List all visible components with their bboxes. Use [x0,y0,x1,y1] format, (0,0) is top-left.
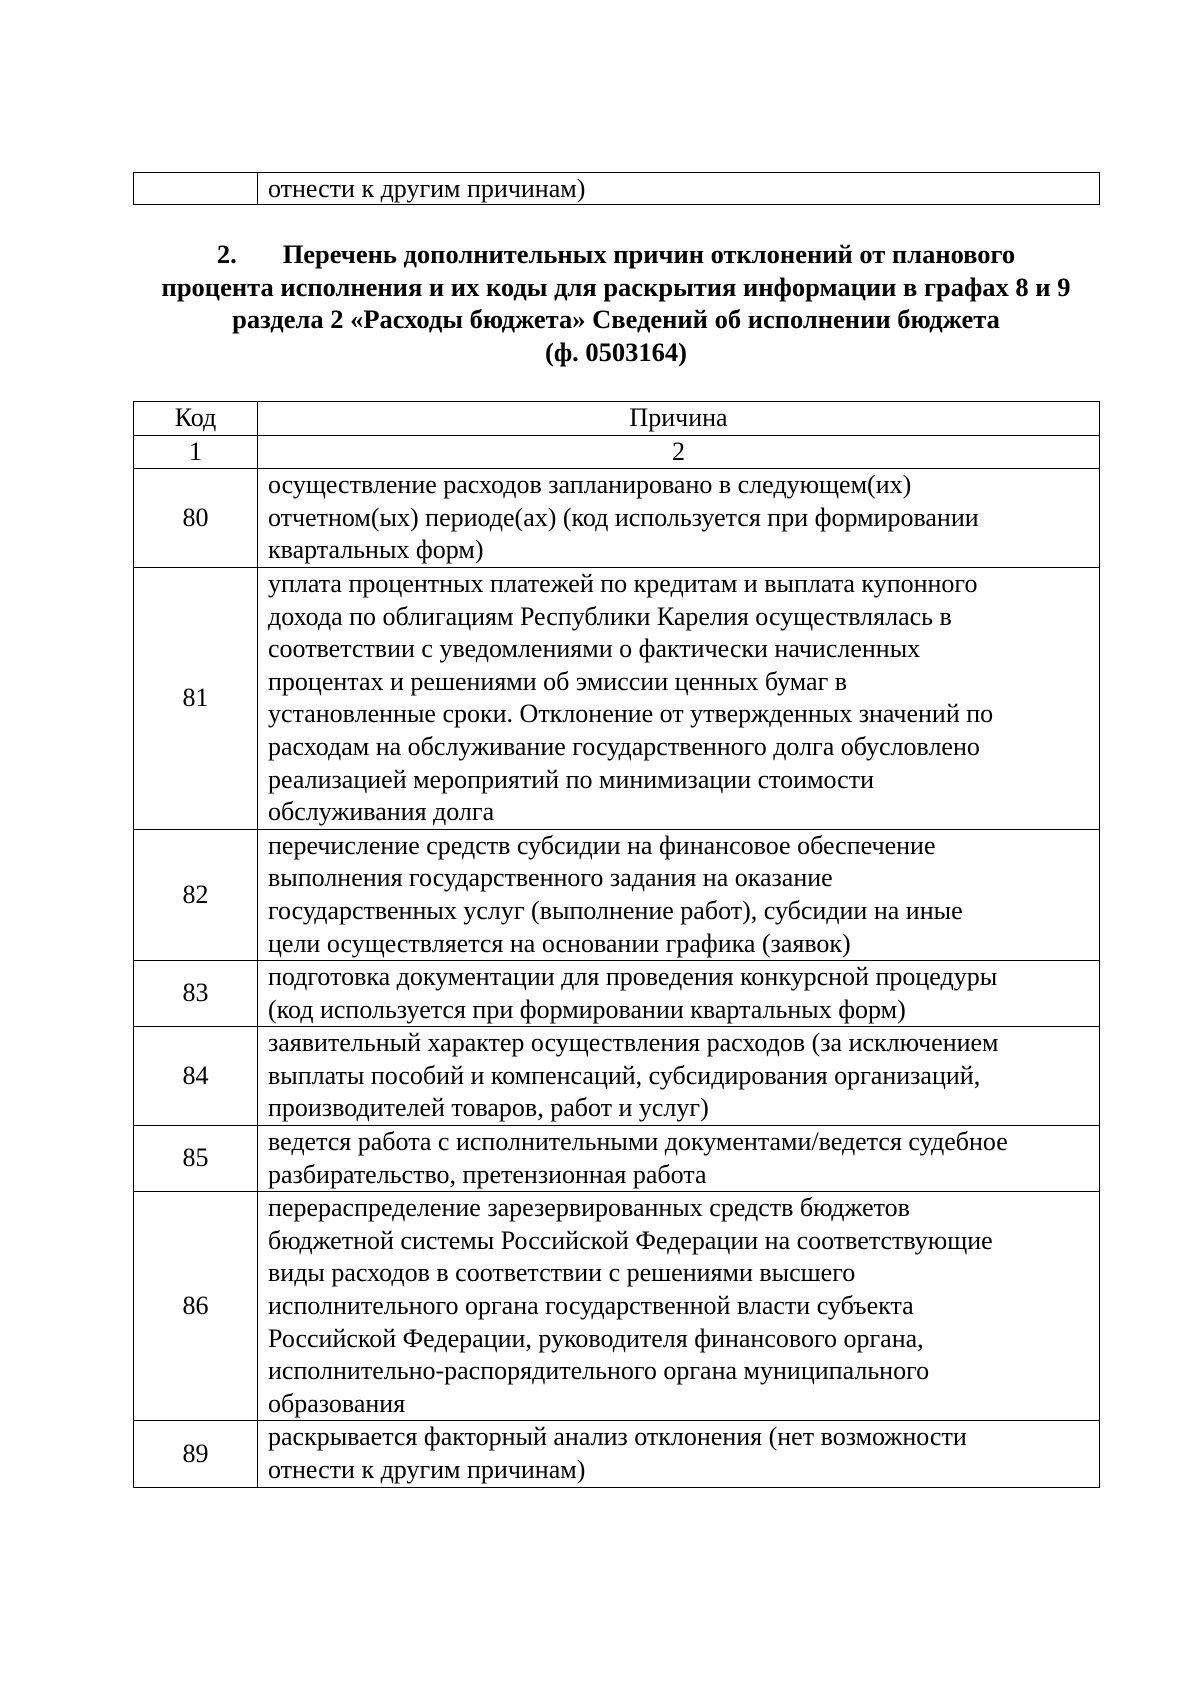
reason-line: подготовка документации для проведения конкурсной процедуры [268,962,998,992]
code-cell: 83 [134,961,258,1027]
code-cell: 85 [134,1126,258,1192]
table-row [134,1027,1100,1126]
table-row [134,1126,1100,1192]
reason-line: ведется работа с исполнительными документами/ведется судебное [268,1127,1008,1157]
reason-line: выплаты пособий и компенсаций, субсидирования организаций, [268,1060,981,1090]
section-title-line: процента исполнения и их коды для раскрытия информации в графах 8 и 9 [161,271,1071,302]
reason-line: перераспределение зарезервированных средств бюджетов [268,1193,910,1223]
header-code: Код [134,402,258,436]
reason-line: квартальных форм) [268,535,484,565]
code-cell: 84 [134,1027,258,1126]
reason-line: исполнительного органа государственной власти субъекта [268,1291,914,1321]
code-cell: 86 [134,1192,258,1421]
section-number: 2. [216,239,237,269]
reason-line: уплата процентных платежей по кредитам и выплата купонного [268,568,978,598]
table-header-row [134,402,1100,436]
reason-cell [258,1126,1100,1192]
section-title-line: (ф. 0503164) [545,336,687,367]
code-cell: 81 [134,567,258,829]
reason-line: отчетном(ых) периоде(ах) (код используется при формировании [268,502,979,532]
column-number-reason: 2 [258,435,1100,469]
reason-line: (код используется при формировании квартальных форм) [268,994,906,1024]
reason-line: установленные сроки. Отклонение от утвержденных значений по [268,699,994,729]
reason-cell [258,829,1100,960]
code-cell: 80 [134,469,258,568]
code-cell: 89 [134,1421,258,1487]
section-heading-line-1 [133,238,1099,271]
reason-line: перечисление средств субсидии на финансовое обеспечение [268,830,936,860]
reason-line: реализацией мероприятий по минимизации стоимости [268,764,874,794]
code-cell [134,173,258,205]
reason-line: виды расходов в соответствии с решениями высшего [268,1258,856,1288]
reason-line: производителей товаров, работ и услуг) [268,1093,709,1123]
table-row [134,1192,1100,1421]
reason-line: разбирательство, претензионная работа [268,1159,707,1189]
reason-cell [258,961,1100,1027]
reason-cell [258,1027,1100,1126]
code-cell: 82 [134,829,258,960]
reason-cell [258,1421,1100,1487]
section-title-line: Перечень дополнительных причин отклонений от планового [282,239,1016,269]
column-number-code: 1 [134,435,258,469]
reason-line: обслуживания долга [268,797,495,827]
reason-line: исполнительно-распорядительного органа муниципального [268,1356,930,1386]
reason-line: Российской Федерации, руководителя финансового органа, [268,1323,924,1353]
reason-line: процентах и решениями об эмиссии ценных бумаг в [268,666,848,696]
reason-cell [258,1192,1100,1421]
reason-cell [258,469,1100,568]
reasons-table [133,401,1100,1488]
table-row [134,173,1100,205]
table-row [134,1421,1100,1487]
reason-line: расходам на обслуживание государственного долга обусловлено [268,731,980,761]
reason-cell [258,567,1100,829]
section-title-line: раздела 2 «Расходы бюджета» Сведений об исполнении бюджета [232,304,1000,334]
reason-line: государственных услуг (выполнение работ), субсидии на иные [268,895,963,925]
reason-line: дохода по облигациям Республики Карелия осуществлялась в [268,601,952,631]
reason-line: бюджетной системы Российской Федерации на соответствующие [268,1225,993,1255]
reason-line: заявительный характер осуществления расходов (за исключением [268,1028,999,1058]
reason-line: раскрывается факторный анализ отклонения (нет возможности [268,1422,967,1452]
section-heading [133,238,1099,368]
reason-line: соответствии с уведомлениями о фактически начисленных [268,634,921,664]
reason-line: выполнения государственного задания на оказание [268,863,833,893]
header-reason: Причина [258,402,1100,436]
reason-line: образования [268,1388,406,1418]
table-row [134,961,1100,1027]
reason-line: осуществление расходов запланировано в следующем(их) [268,470,912,500]
reason-line: цели осуществляется на основании графика (заявок) [268,928,851,958]
reason-line: отнести к другим причинам) [268,1455,586,1484]
reason-cell: отнести к другим причинам) [258,173,1100,205]
table-row [134,829,1100,960]
table-row [134,567,1100,829]
table-row [134,469,1100,568]
previous-table [133,172,1100,205]
column-number-row [134,435,1100,469]
